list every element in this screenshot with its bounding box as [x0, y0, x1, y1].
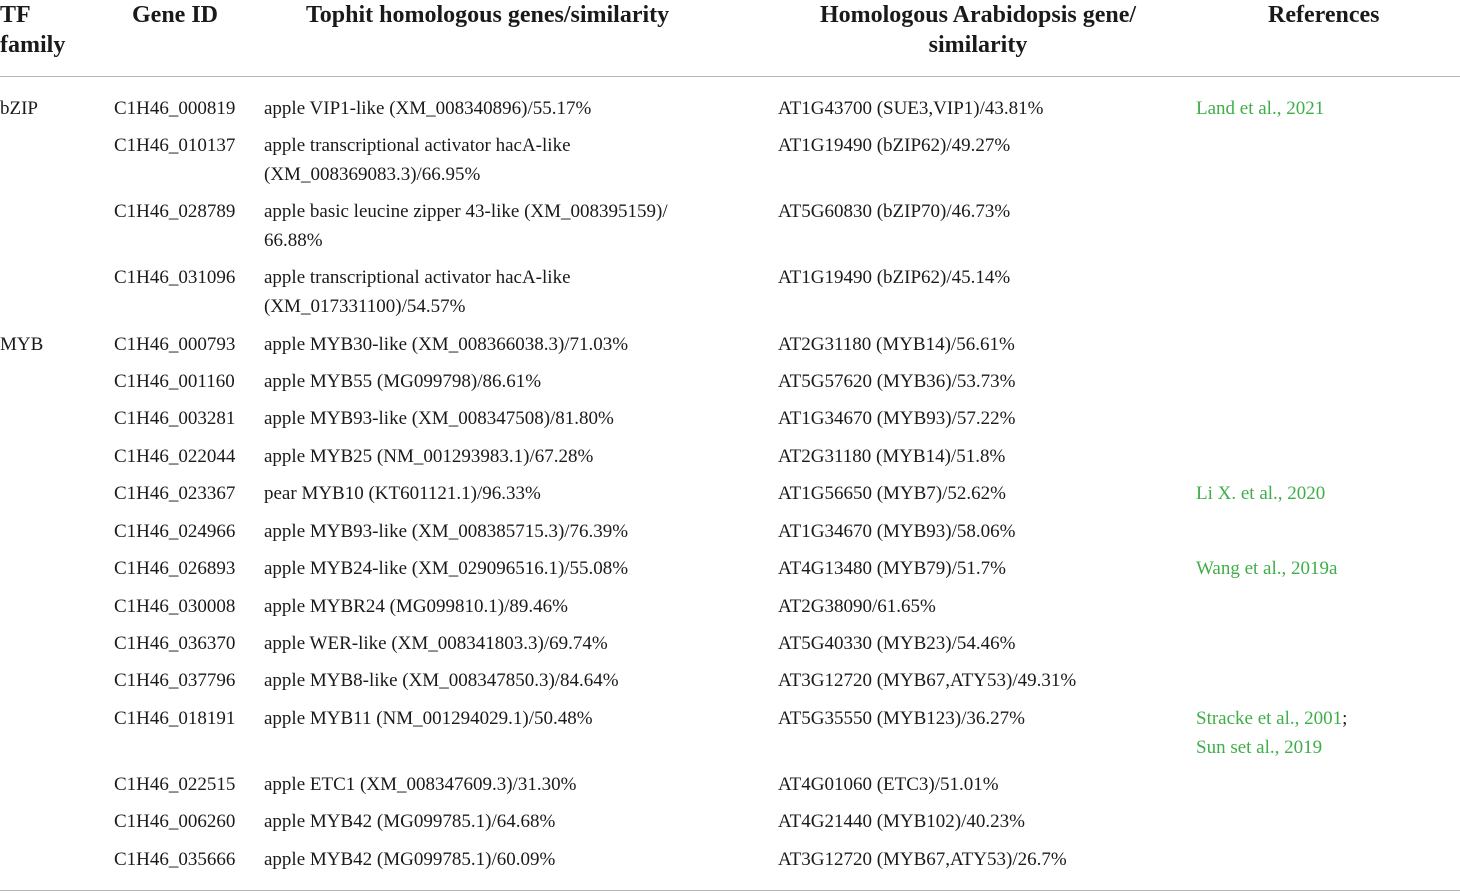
header-divider	[0, 76, 1460, 77]
cell-arabidopsis: AT3G12720 (MYB67,ATY53)/49.31%	[778, 670, 1077, 691]
table-bottom-rule	[0, 890, 1460, 891]
tophit-line: apple MYB8-like (XM_008347850.3)/84.64%	[264, 670, 619, 691]
cell-arabidopsis: AT4G01060 (ETC3)/51.01%	[778, 774, 999, 795]
cell-tophit	[264, 770, 576, 799]
tophit-line: 66.88%	[264, 230, 323, 251]
reference-link[interactable]: Land et al., 2021	[1196, 98, 1325, 119]
cell-arabidopsis: AT5G35550 (MYB123)/36.27%	[778, 708, 1025, 729]
cell-gene-id: C1H46_006260	[114, 811, 236, 832]
cell-gene-id: C1H46_028789	[114, 201, 236, 222]
cell-arabidopsis: AT2G31180 (MYB14)/51.8%	[778, 446, 1006, 467]
cell-arabidopsis: AT2G31180 (MYB14)/56.61%	[778, 334, 1015, 355]
cell-gene-id: C1H46_026893	[114, 558, 236, 579]
cell-references	[1196, 704, 1347, 762]
cell-gene-id: C1H46_022044	[114, 446, 236, 467]
cell-tophit	[264, 131, 571, 189]
cell-gene-id: C1H46_010137	[114, 135, 236, 156]
cell-gene-id: C1H46_030008	[114, 596, 236, 617]
reference-line	[1196, 479, 1325, 508]
cell-tf-family: bZIP	[0, 98, 38, 119]
tophit-line: apple MYB11 (NM_001294029.1)/50.48%	[264, 708, 593, 729]
tophit-line: apple MYB25 (NM_001293983.1)/67.28%	[264, 446, 594, 467]
reference-separator: ;	[1342, 708, 1348, 729]
tophit-line: apple transcriptional activator hacA-like	[264, 267, 571, 288]
reference-link[interactable]: Li X. et al., 2020	[1196, 483, 1326, 504]
cell-tophit	[264, 629, 608, 658]
cell-arabidopsis: AT1G43700 (SUE3,VIP1)/43.81%	[778, 98, 1044, 119]
reference-line	[1196, 94, 1324, 123]
reference-link[interactable]: Sun set al., 2019	[1196, 737, 1323, 758]
cell-tophit	[264, 479, 541, 508]
header-references: References	[1268, 2, 1380, 28]
reference-line	[1196, 704, 1347, 733]
cell-arabidopsis: AT1G56650 (MYB7)/52.62%	[778, 483, 1006, 504]
cell-arabidopsis: AT1G19490 (bZIP62)/45.14%	[778, 267, 1011, 288]
tophit-line: apple MYB24-like (XM_029096516.1)/55.08%	[264, 558, 629, 579]
cell-arabidopsis: AT5G57620 (MYB36)/53.73%	[778, 371, 1016, 392]
tophit-line: apple transcriptional activator hacA-like	[264, 135, 571, 156]
cell-tophit	[264, 442, 593, 471]
cell-tophit	[264, 263, 571, 321]
cell-references	[1196, 94, 1324, 123]
cell-tophit	[264, 592, 568, 621]
tophit-line: apple MYB42 (MG099785.1)/60.09%	[264, 849, 556, 870]
cell-tophit	[264, 517, 628, 546]
cell-gene-id: C1H46_018191	[114, 708, 236, 729]
tophit-line: apple MYB93-like (XM_008385715.3)/76.39%	[264, 521, 629, 542]
cell-arabidopsis: AT1G34670 (MYB93)/57.22%	[778, 408, 1016, 429]
header-arabidopsis: Homologous Arabidopsis gene/ similarity	[819, 2, 1137, 58]
tophit-line: apple VIP1-like (XM_008340896)/55.17%	[264, 98, 592, 119]
cell-gene-id: C1H46_037796	[114, 670, 236, 691]
cell-arabidopsis: AT2G38090/61.65%	[778, 596, 936, 617]
cell-gene-id: C1H46_035666	[114, 849, 236, 870]
cell-gene-id: C1H46_031096	[114, 267, 236, 288]
tophit-line: apple WER-like (XM_008341803.3)/69.74%	[264, 633, 608, 654]
header-gene-id: Gene ID	[132, 2, 218, 28]
header-tophit: Tophit homologous genes/similarity	[306, 2, 670, 28]
cell-gene-id: C1H46_023367	[114, 483, 236, 504]
cell-references	[1196, 479, 1325, 508]
cell-arabidopsis: AT1G34670 (MYB93)/58.06%	[778, 521, 1016, 542]
cell-arabidopsis: AT1G19490 (bZIP62)/49.27%	[778, 135, 1011, 156]
cell-tophit	[264, 330, 628, 359]
reference-line	[1196, 733, 1347, 762]
cell-gene-id: C1H46_003281	[114, 408, 236, 429]
cell-gene-id: C1H46_022515	[114, 774, 236, 795]
tophit-line: apple MYB93-like (XM_008347508)/81.80%	[264, 408, 614, 429]
tophit-line: apple ETC1 (XM_008347609.3)/31.30%	[264, 774, 577, 795]
cell-gene-id: C1H46_036370	[114, 633, 236, 654]
cell-tophit	[264, 704, 593, 733]
cell-tf-family: MYB	[0, 334, 44, 355]
tophit-line: pear MYB10 (KT601121.1)/96.33%	[264, 483, 541, 504]
cell-tophit	[264, 807, 555, 836]
cell-arabidopsis: AT4G13480 (MYB79)/51.7%	[778, 558, 1006, 579]
tophit-line: apple MYB55 (MG099798)/86.61%	[264, 371, 542, 392]
cell-arabidopsis: AT3G12720 (MYB67,ATY53)/26.7%	[778, 849, 1067, 870]
reference-line	[1196, 554, 1337, 583]
cell-tophit	[264, 404, 614, 433]
reference-link[interactable]: Stracke et al., 2001	[1196, 708, 1343, 729]
cell-tophit	[264, 197, 668, 255]
tophit-line: apple MYBR24 (MG099810.1)/89.46%	[264, 596, 568, 617]
tophit-line: (XM_017331100)/54.57%	[264, 296, 466, 317]
cell-gene-id: C1H46_001160	[114, 371, 235, 392]
cell-tophit	[264, 554, 628, 583]
tophit-line: apple basic leucine zipper 43-like (XM_008395159)/	[264, 201, 668, 222]
cell-tophit	[264, 666, 619, 695]
cell-references	[1196, 554, 1337, 583]
cell-gene-id: C1H46_000793	[114, 334, 236, 355]
tophit-line: (XM_008369083.3)/66.95%	[264, 164, 481, 185]
header-tf-family: TF family	[0, 2, 66, 58]
cell-gene-id: C1H46_024966	[114, 521, 236, 542]
cell-arabidopsis: AT5G60830 (bZIP70)/46.73%	[778, 201, 1011, 222]
reference-link[interactable]: Wang et al., 2019a	[1196, 558, 1338, 579]
cell-arabidopsis: AT4G21440 (MYB102)/40.23%	[778, 811, 1025, 832]
tophit-line: apple MYB30-like (XM_008366038.3)/71.03%	[264, 334, 629, 355]
tophit-line: apple MYB42 (MG099785.1)/64.68%	[264, 811, 556, 832]
cell-arabidopsis: AT5G40330 (MYB23)/54.46%	[778, 633, 1016, 654]
cell-tophit	[264, 367, 541, 396]
cell-tophit	[264, 845, 555, 874]
cell-gene-id: C1H46_000819	[114, 98, 236, 119]
cell-tophit	[264, 94, 591, 123]
